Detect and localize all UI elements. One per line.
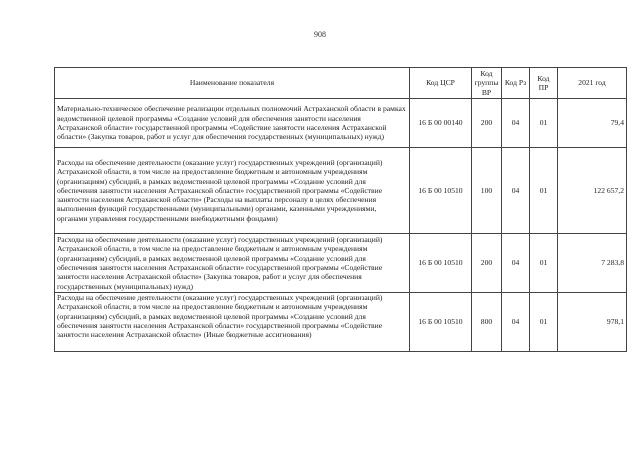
row-vr: 200 — [472, 234, 502, 293]
row-amount: 978,1 — [558, 293, 627, 352]
row-amount: 7 283,8 — [558, 234, 627, 293]
table-row — [55, 293, 627, 352]
header-vr: Код группы ВР — [472, 68, 502, 99]
row-rz: 04 — [502, 99, 530, 148]
page-number: 908 — [314, 30, 326, 39]
header-pr: Код ПР — [530, 68, 558, 99]
row-name: Расходы на обеспечение деятельности (оказание услуг) государственных учреждений (организаций) Астраханской области, в том числе на предоставление бюджетным и автономным учреждениям (организациям) субсидий, в рамках ведомственной целевой программы «Создание условий для обеспечения занятости населения Астраханской области» государственной программы «Содействие занятости населения Астраханской области» (Закупка товаров, работ и услуг для обеспечения государственных (муниципальных) нужд) — [55, 234, 410, 293]
row-csr: 16 Б 00 10510 — [410, 148, 472, 234]
row-amount: 79,4 — [558, 99, 627, 148]
row-name: Материально-техническое обеспечение реализации отдельных полномочий Астраханской области в рамках ведомственной целевой программы «Создание условий для обеспечения занятости населения Астраханской области» государственной программы «Содействие занятости населения Астраханской области» (Закупка товаров, работ и услуг для обеспечения государственных (муниципальных) нужд) — [55, 99, 410, 148]
row-vr: 100 — [472, 148, 502, 234]
row-name: Расходы на обеспечение деятельности (оказание услуг) государственных учреждений (организаций) Астраханской области, в том числе на предоставление бюджетным и автономным учреждениям (организациям) субсидий, в рамках ведомственной целевой программы «Создание условий для обеспечения занятости населения Астраханской области» государственной программы «Содействие занятости населения Астраханской области» (Расходы на выплаты персоналу в целях обеспечения выполнения функций государственными (муниципальными) органами, казенными учреждениями, органами управления государственными внебюджетными фондами) — [55, 148, 410, 234]
table-header-row — [55, 68, 627, 99]
row-vr: 200 — [472, 99, 502, 148]
header-rz: Код Рз — [502, 68, 530, 99]
header-name: Наименование показателя — [55, 68, 410, 99]
row-vr: 800 — [472, 293, 502, 352]
row-pr: 01 — [530, 148, 558, 234]
header-year: 2021 год — [558, 68, 627, 99]
row-name: Расходы на обеспечение деятельности (оказание услуг) государственных учреждений (организаций) Астраханской области, в том числе на предоставление бюджетным и автономным учреждениям (организациям) субсидий, в рамках ведомственной целевой программы «Создание условий для обеспечения занятости населения Астраханской области» государственной программы «Содействие занятости населения Астраханской области» (Иные бюджетные ассигнования) — [55, 293, 410, 352]
table-row — [55, 99, 627, 148]
row-pr: 01 — [530, 99, 558, 148]
row-rz: 04 — [502, 148, 530, 234]
row-csr: 16 Б 00 10510 — [410, 234, 472, 293]
budget-table — [54, 67, 627, 352]
row-rz: 04 — [502, 234, 530, 293]
row-amount: 122 657,2 — [558, 148, 627, 234]
row-csr: 16 Б 00 00140 — [410, 99, 472, 148]
table-row — [55, 148, 627, 234]
row-pr: 01 — [530, 293, 558, 352]
row-csr: 16 Б 00 10510 — [410, 293, 472, 352]
header-csr: Код ЦСР — [410, 68, 472, 99]
table-row — [55, 234, 627, 293]
row-rz: 04 — [502, 293, 530, 352]
row-pr: 01 — [530, 234, 558, 293]
